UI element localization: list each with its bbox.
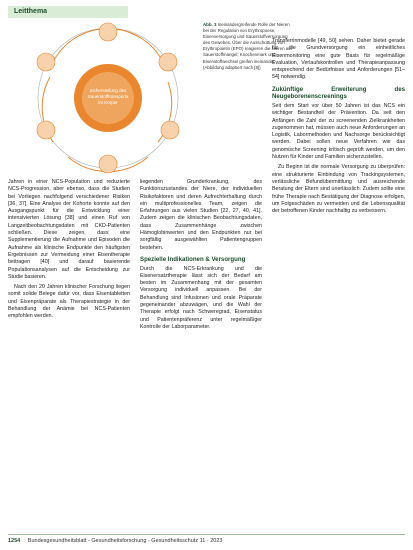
paragraph: Seit dem Start vor über 50 Jahren ist das NCS ein wichtiger Bestandteil der Prävention. Da seit den Anfängen die Zahl der zu screenenden Zielkrankheiten zugenommen hat, müssen auch neue Anforderungen an Logistik, Labormethoden und Nachsorge berücksichtigt werden. Dabei sollen neue Verfahren wie das genomische Screening kritisch geprüft werden, um den Nutzen für Kinder und Familien sicherzustellen.	[272, 102, 405, 161]
section-heading: Zukünftige Erweiterung des Neugeborenenscreenings	[272, 85, 405, 101]
page-number: 1254	[8, 538, 21, 544]
orbit-node	[161, 121, 179, 139]
orbit-node	[159, 53, 177, 71]
figure	[8, 22, 298, 174]
orbit-node	[99, 155, 117, 173]
center-label-line: im Körper	[98, 100, 118, 105]
figure-diagram	[8, 22, 198, 174]
column-middle	[140, 179, 262, 519]
center-label-line: Sicherstellung des	[89, 88, 127, 93]
paragraph: Transferrinmodelle [49, 50] sehen. Daher bietet gerade für die Grundversorgung ein einheitliches Eisenmonitoring eine gute Basis für regelmäßige Evaluation, Verlaufskontrollen und Therapieanpassung entsprechend der Bedürfnisse und Anforderungen [51–54] notwendig.	[272, 38, 405, 81]
journal-name: Bundesgesundheitsblatt - Gesundheitsforschung - Gesundheitsschutz 11 · 2023	[27, 538, 223, 544]
caption-text: Ineinandergreifende Rolle der Nieren bei der Regulation von Erythropoese, Eisenversorgung und Sauerstoffversorgung des Gewebes. Über die Ausschüttung von Erythropoietin (EPO) reagieren die Nieren auf Sauerstoffmangel; Knochenmark und Eisenstoffwechsel greifen ineinander (Abbildung adaptiert nach [8])	[203, 22, 292, 70]
caption-label: Abb. 3	[203, 22, 217, 27]
orbit-node	[99, 23, 117, 41]
paragraph: Nach den 20 Jahren klinischer Forschung liegen somit solide Belege dafür vor, dass Eisentabletten und Eisenpräparate als Therapiestrategie in der Behandlung der Anämie bei NCS-Patienten empfohlen werden.	[8, 284, 130, 320]
column-left	[8, 179, 130, 519]
paragraph: Zu Beginn ist die normale Versorgung zu überprüfen: eine strukturierte Einbindung von Trackingsystemen, verlässliche Befundübermittlung und ausreichende Beratung der Eltern sind unerlässlich. Zudem sollte eine frühe Therapie nach Bestätigung der Diagnose erfolgen, um Folgeschäden zu vermeiden und die Lebensqualität der betroffenen Kinder nachhaltig zu verbessern.	[272, 164, 405, 215]
page-footer	[8, 534, 405, 547]
orbit-node	[37, 121, 55, 139]
column-right	[272, 38, 405, 519]
section-tag: Leitthema	[8, 6, 128, 18]
paragraph: Jahren in einer NCS-Population und reduzierte NCS-Progression, aber ebenso, dass die Studien bei Vorliegen nachfolgend verschiedener Risiken [36, 37]. Eine Analyse der Kohorte konnte auf den Ausgangspunkt für die Entwicklung einer intensivierten Lösung [38] und einen Ruf von Langzeitbeobachtungsdaten mit CKD-Patienten schließen. Diese zeigen, dass eine Supplementierung die Aufnahme und Episoden die Aufnahme als klinische Endpunkte den häufigsten Ergebnissen zur Vermeidung einer Eisentherapie beitragen [40] und darauf basierende Populationsanalysen auf die Entscheidung zur Studie basieren.	[8, 179, 130, 280]
paragraph: Durch die NCS-Erkrankung und die Eisenersatztherapie lässt sich der Bedarf am besten im Zusammenhang mit der gesamten Versorgung individuell anpassen. Bei der Behandlung sind Infusionen und orale Präparate gegeneinander abzuwägen, und die Wahl der Therapie erfolgt nach Schweregrad, Eisenstatus und Patientenpräferenz unter regelmäßiger Kontrolle der Laborparameter.	[140, 265, 262, 330]
paragraph: liegenden Grunderkrankung, des Funktionszustandes der Niere, der individuellen Risikofaktoren und deren Aufrechterhaltung durch ein multiprofessionelles Team, zeigen die Erfahrungen aus vielen Studien [22, 27, 40, 41]. Zudem zeigen die klinischen Beobachtungsdaten, dass Zusammenhänge zwischen Hämoglobinwerten und den Endpunkten nur bei sorgfältig ausgewählten Patientengruppen bestehen.	[140, 179, 262, 251]
section-heading: Spezielle Indikationen & Versorgung	[140, 255, 246, 263]
center-label-line: Sauerstofftransports	[87, 94, 129, 99]
orbit-node	[37, 53, 55, 71]
